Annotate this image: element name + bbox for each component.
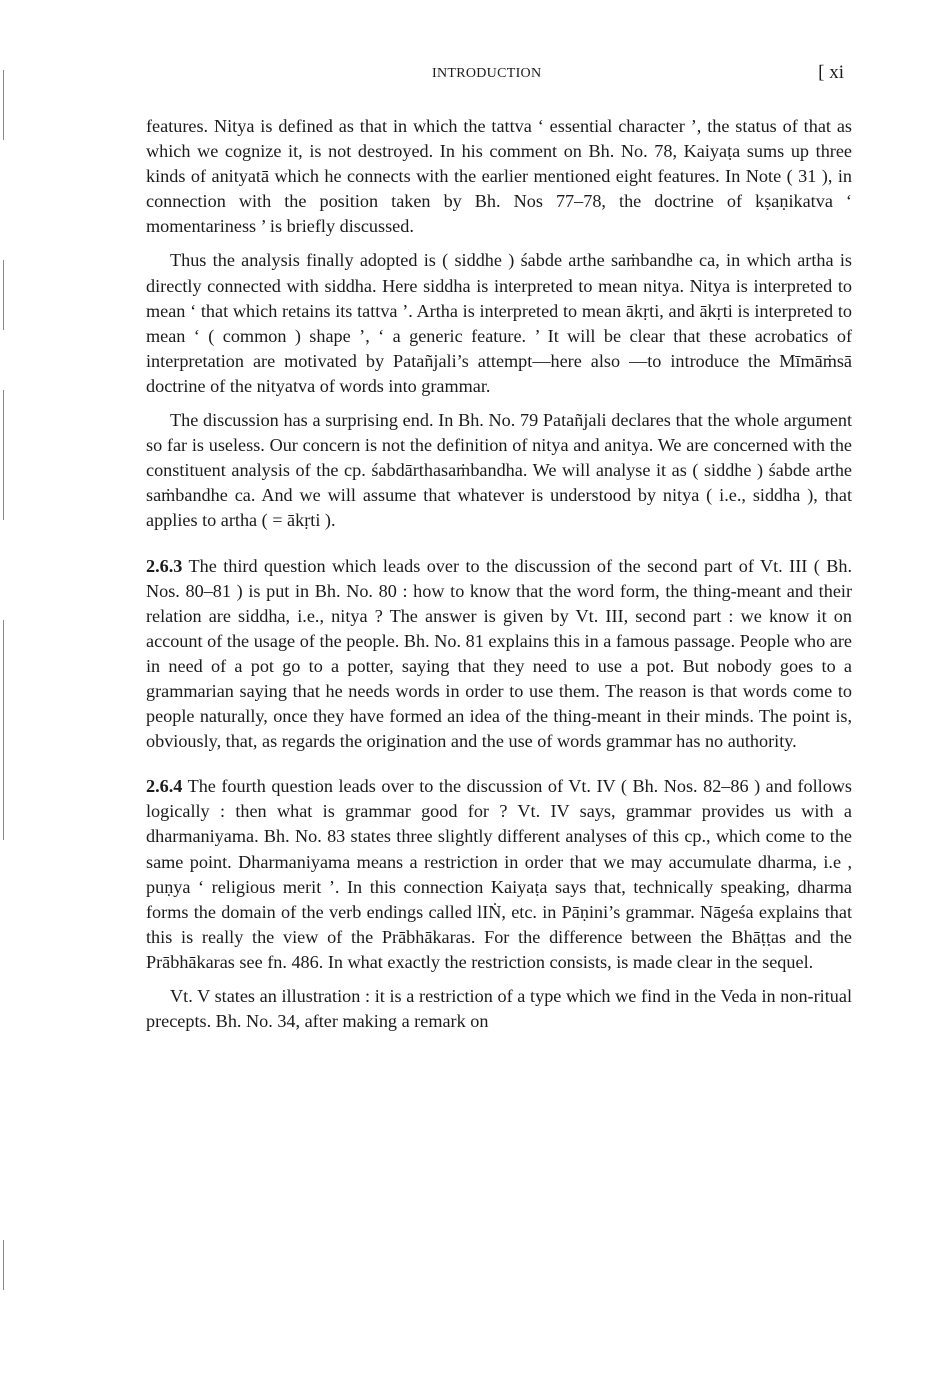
paragraph-text: The discussion has a surprising end. In Bh. No. 79 Patañjali declares that the whole argument so far is useless. Our concern is not the definition of nitya and anitya. We are concerned with the constituent analysis of the cp. śabdārthasaṁbandha. We will analyse it as ( siddhe ) śabde arthe saṁbandhe ca. And we will assume that whatever is understood by nitya ( i.e., siddha ), that applies to artha ( = ākṛti ). bbox=[146, 410, 852, 531]
paragraph-text: Thus the analysis finally adopted is ( siddhe ) śabde arthe saṁbandhe ca, in which artha is directly connected with siddha. Here siddha is interpreted to mean nitya. Nitya is interpreted to mean ‘ that which retains its tattva ’. Artha is interpreted to mean ākṛti, and ākṛti is interpreted to mean ‘ ( common ) shape ’, ‘ a generic feature. ’ It will be clear that these acrobatics of interpretation are motivated by Patañjali’s attempt—here also —to introduce the Mīmāṁsā doctrine of the nityatva of words into grammar. bbox=[146, 250, 852, 396]
section-number: 2.6.4 bbox=[146, 776, 183, 797]
body-text bbox=[146, 114, 852, 1034]
running-head bbox=[146, 64, 856, 88]
scan-mark bbox=[3, 390, 4, 520]
left-margin-scan-marks bbox=[0, 60, 10, 1260]
scan-mark bbox=[3, 620, 4, 840]
paragraph bbox=[146, 984, 852, 1034]
scan-mark bbox=[3, 1240, 4, 1290]
paragraph-text: features. Nitya is defined as that in which the tattva ‘ essential character ’, the status of that as which we cognize it, is not destroyed. In his comment on Bh. No. 78, Kaiyaṭa sums up three kinds of anityatā which he connects with the earlier mentioned eight features. In Note ( 31 ), in connection with the position taken by Bh. Nos 77–78, the doctrine of kṣaṇikatva ‘ momentariness ’ is briefly discussed. bbox=[146, 116, 852, 237]
paragraph bbox=[146, 114, 852, 239]
paragraph-text: Vt. V states an illustration : it is a restriction of a type which we find in the Veda in non-ritual precepts. Bh. No. 34, after making a remark on bbox=[146, 986, 852, 1032]
scan-mark bbox=[3, 260, 4, 330]
paragraph bbox=[146, 248, 852, 399]
paragraph bbox=[146, 408, 852, 533]
paragraph-text: The third question which leads over to the discussion of the second part of Vt. III ( Bh. Nos. 80–81 ) is put in Bh. No. 80 : how to know that the word form, the thing-meant and their relation are siddha, i.e., nitya ? The answer is given by Vt. III, second part : we know it on account of the usage of the people. Bh. No. 81 explains this in a famous passage. People who are in need of a pot go to a potter, saying that they need to use a pot. But nobody goes to a grammarian saying that he needs words in order to use them. The reason is that words come to people naturally, once they have formed an idea of the thing-meant in their minds. The point is, obviously, that, as regards the origination and the use of words grammar has no authority. bbox=[146, 555, 853, 752]
section-paragraph bbox=[146, 774, 852, 975]
running-title: INTRODUCTION bbox=[432, 66, 542, 81]
scan-mark bbox=[3, 70, 4, 140]
paragraph-text: The fourth question leads over to the discussion of Vt. IV ( Bh. Nos. 82–86 ) and follows logically : then what is grammar good for ? Vt. IV says, grammar provides us with a dharmaniyama. Bh. No. 83 states three slightly different analyses of this cp., which come to the same point. Dharmaniyama means a restriction in order that we may accumulate dharma, i.e , puṇya ‘ religious merit ’. In this connection Kaiyaṭa says that, technically speaking, dharma forms the domain of the verb endings called lIṄ, etc. in Pāṇini’s grammar. Nāgeśa explains that this is really the view of the Prābhākaras. For the difference between the Bhāṭṭas and the Prābhākaras see fn. 486. In what exactly the restriction consists, is made clear in the sequel. bbox=[146, 776, 852, 972]
page-number: [ xi bbox=[818, 62, 844, 83]
section-paragraph bbox=[146, 554, 852, 755]
section-number: 2.6.3 bbox=[146, 555, 183, 576]
